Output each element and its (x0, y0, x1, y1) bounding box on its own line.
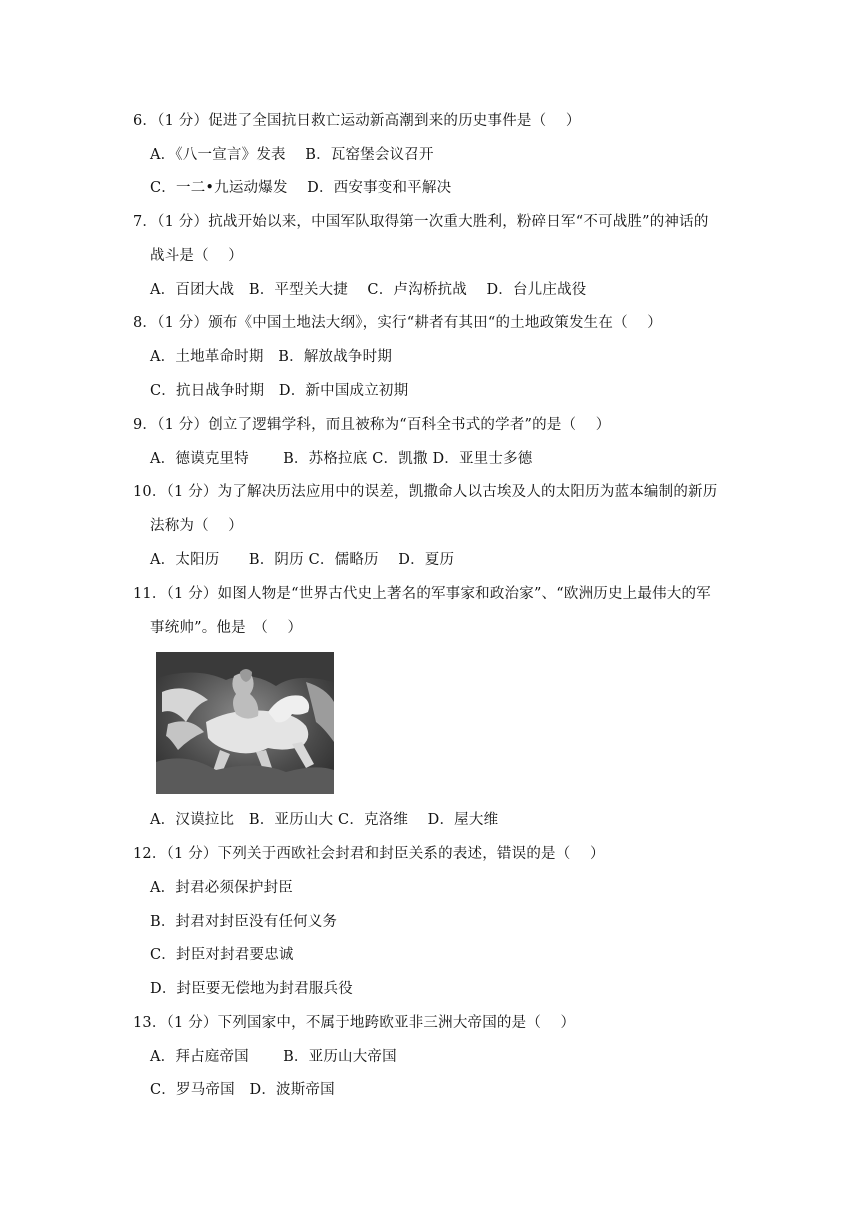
question-9-options-row-1: A．德谟克里特 B．苏格拉底 C．凯撒 D．亚里士多德 (150, 451, 533, 467)
question-6-options-row-2: C．一二•九运动爆发 D．西安事变和平解决 (150, 180, 452, 196)
question-7-stem: 7．（1 分）抗战开始以来，中国军队取得第一次重大胜利，粉碎日军“不可战胜”的神话的 (133, 214, 709, 230)
question-10-stem-continued: 法称为（ ） (150, 518, 244, 534)
question-12-option-a: A．封君必须保护封臣 (150, 880, 293, 896)
question-13-options-row-1: A．拜占庭帝国 B．亚历山大帝国 (150, 1049, 397, 1065)
question-9-stem: 9．（1 分）创立了逻辑学科，而且被称为“百科全书式的学者”的是（ ） (133, 417, 611, 433)
question-8-options-row-1: A．土地革命时期 B．解放战争时期 (150, 349, 393, 365)
question-12-option-b: B．封君对封臣没有任何义务 (150, 914, 338, 930)
question-12-option-c: C．封臣对封君要忠诚 (150, 947, 294, 963)
question-6-options-row-1: A．《八一宣言》发表 B．瓦窑堡会议召开 (150, 147, 434, 163)
question-8-options-row-2: C．抗日战争时期 D．新中国成立初期 (150, 383, 409, 399)
question-11-options-row-1: A．汉谟拉比 B．亚历山大 C．克洛维 D．屋大维 (150, 812, 499, 828)
question-7-stem-continued: 战斗是（ ） (150, 248, 244, 264)
question-12-stem: 12．（1 分）下列关于西欧社会封君和封臣关系的表述，错误的是（ ） (133, 846, 605, 862)
question-12-option-d: D．封臣要无偿地为封君服兵役 (150, 981, 353, 997)
question-10-options-row-1: A．太阳历 B．阴历 C．儒略历 D．夏历 (150, 552, 455, 568)
alexander-equestrian-statue-image (156, 652, 334, 794)
question-10-stem: 10．（1 分）为了解决历法应用中的误差，凯撒命人以古埃及人的太阳历为蓝本编制的新历 (133, 484, 718, 500)
question-13-options-row-2: C．罗马帝国 D．波斯帝国 (150, 1082, 335, 1098)
question-6-stem: 6．（1 分）促进了全国抗日救亡运动新高潮到来的历史事件是（ ） (133, 113, 581, 129)
question-8-stem: 8．（1 分）颁布《中国土地法大纲》，实行“耕者有其田“的土地政策发生在（ ） (133, 315, 662, 331)
question-11-stem: 11．（1 分）如图人物是“世界古代史上著名的军事家和政治家”、“欧洲历史上最伟大的军 (133, 586, 711, 602)
question-13-stem: 13．（1 分）下列国家中，不属于地跨欧亚非三洲大帝国的是（ ） (133, 1015, 576, 1031)
question-7-options-row-1: A．百团大战 B．平型关大捷 C．卢沟桥抗战 D．台儿庄战役 (150, 282, 587, 298)
question-11-stem-continued: 事统帅”。他是 （ ） (150, 620, 303, 636)
